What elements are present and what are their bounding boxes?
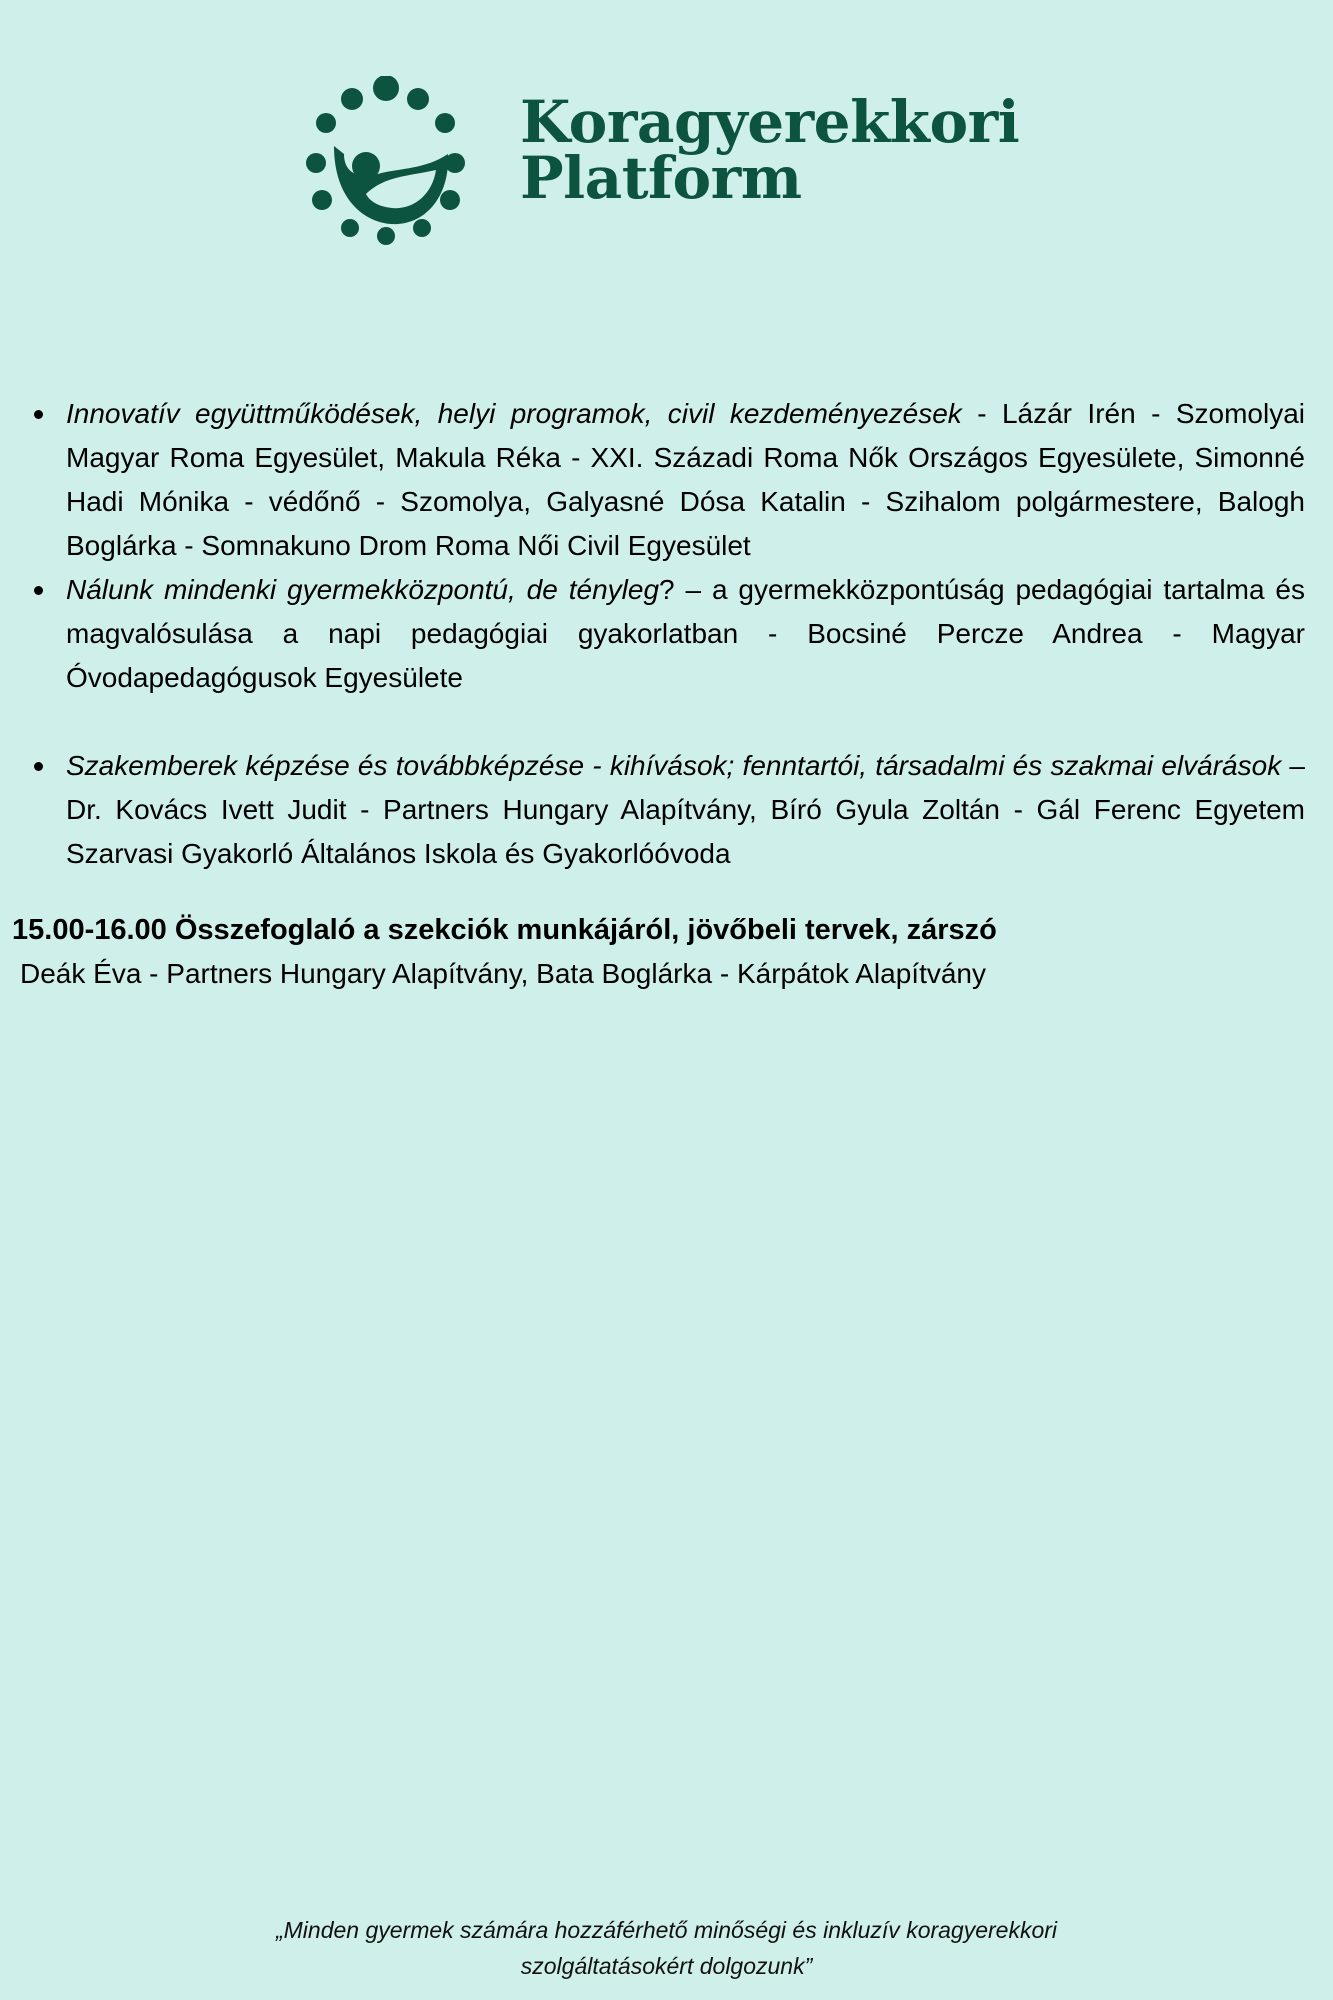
motto-line-1: „Minden gyermek számára hozzáférhető minőségi és inkluzív koragyerekkori [275, 1917, 1058, 1943]
motto [0, 1912, 1333, 1984]
session-title: 15.00-16.00 Összefoglaló a szekciók munkájáról, jövőbeli tervek, zárszó [12, 914, 997, 946]
item-details: - Lázár Irén - Szomolyai Magyar Roma Egyesület, Makula Réka - XXI. Századi Roma Nők Országos Egyesülete, Simonné Hadi Mónika - védőnő - Szomolya, Galyasné Dósa Katalin - Szihalom polgármestere, Balogh Boglárka - Somnakuno Drom Roma Női Civil Egyesület [66, 398, 1305, 561]
session-people: Deák Éva - Partners Hungary Alapítvány, Bata Boglárka - Kárpátok Alapítvány [20, 958, 986, 989]
list-item [0, 392, 1333, 568]
sun-hands-icon [300, 76, 472, 246]
item-title: Szakemberek képzése és továbbképzése - kihívások; fenntartói, társadalmi és szakmai elvárások [66, 750, 1282, 781]
logo [300, 76, 1020, 246]
item-details: ? – a gyermekközpontúság pedagógiai tartalma és magvalósulása a napi pedagógiai gyakorlatban - Bocsiné Percze Andrea - Magyar Óvodapedagógusok Egyesülete [66, 574, 1305, 693]
list-item [0, 568, 1333, 700]
closing-session [0, 908, 1333, 996]
item-details: – Dr. Kovács Ivett Judit - Partners Hungary Alapítvány, Bíró Gyula Zoltán - Gál Ferenc Egyetem Szarvasi Gyakorló Általános Iskola és Gyakorlóóvoda [66, 750, 1305, 869]
item-title: Nálunk mindenki gyermekközpontú, de tényleg [66, 574, 660, 605]
logo-line-2: Platform [520, 144, 802, 212]
list-item [0, 744, 1333, 876]
program-content [0, 392, 1333, 996]
logo-line-1: Koragyerekkori [520, 88, 1020, 156]
item-title: Innovatív együttműködések, helyi programok, civil kezdeményezések [66, 398, 962, 429]
motto-line-2: szolgáltatásokért dolgozunk” [520, 1953, 813, 1979]
program-list [0, 392, 1333, 876]
logo-text [520, 88, 1020, 212]
